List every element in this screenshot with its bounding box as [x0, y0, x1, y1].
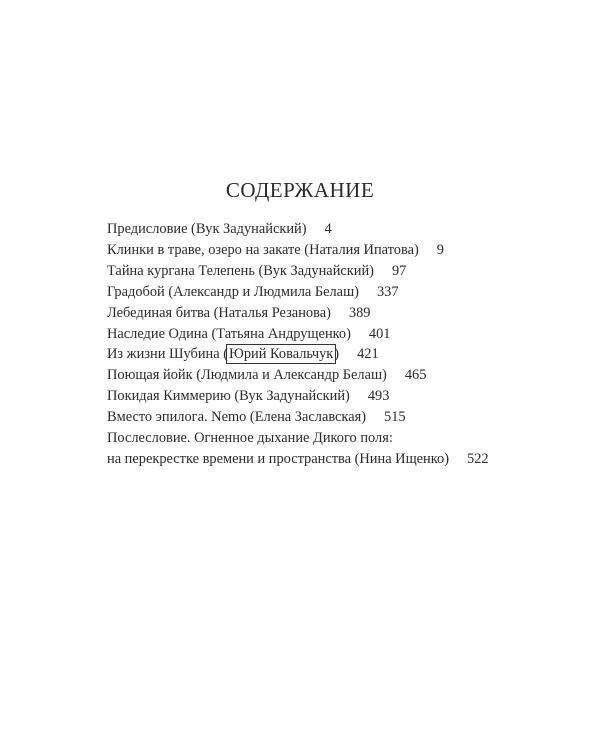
toc-entry-title: Лебединая битва (Наталья Резанова): [107, 304, 331, 321]
toc-entry-title-suffix: ): [334, 346, 340, 363]
toc-entry-page: 465: [404, 367, 427, 384]
toc-entry-title: Клинки в траве, озеро на закате (Наталия Ипатова): [107, 241, 419, 258]
toc-entry-title: Послесловие. Огненное дыхание Дикого поля:: [107, 430, 393, 447]
toc-entry-page: 9: [436, 241, 444, 258]
toc-entry: [107, 240, 547, 261]
toc-entry: [107, 386, 547, 407]
toc-entry-title: Предисловие (Вук Задунайский): [107, 221, 307, 237]
toc-entry-title: Вместо эпилога. Nemo (Елена Заславская): [107, 409, 366, 426]
toc-entry: [107, 324, 547, 345]
toc-entry-page: 522: [467, 450, 489, 467]
page-title: СОДЕРЖАНИЕ: [225, 178, 375, 202]
toc-entry: [107, 282, 547, 303]
toc-entry-title: Поющая йойк (Людмила и Александр Белаш): [107, 367, 387, 384]
toc-entry-title: Градобой (Александр и Людмила Белаш): [107, 283, 359, 300]
toc-entry-title: Тайна кургана Телепень (Вук Задунайский): [107, 262, 374, 279]
toc-entry-page: 493: [367, 388, 390, 405]
toc-entry-page: 97: [391, 262, 407, 279]
toc-entry-title: на перекрестке времени и пространства (Нина Ищенко): [107, 450, 449, 467]
toc-entry-page: 421: [357, 346, 379, 363]
toc-entry-highlighted: [107, 344, 547, 365]
toc-entry-line1: [107, 428, 547, 449]
toc-entry: [107, 261, 547, 282]
toc-entry-title: Покидая Киммерию (Вук Задунайский): [107, 388, 350, 405]
toc-entry: [107, 407, 547, 428]
table-of-contents: [107, 219, 547, 470]
toc-entry-page: 337: [376, 283, 399, 300]
highlighted-author[interactable]: Юрий Ковальчук: [229, 346, 334, 363]
toc-entry-page: 515: [384, 409, 406, 426]
toc-entry-line2: [107, 449, 547, 470]
toc-entry: [107, 303, 547, 324]
toc-entry-title-prefix: Из жизни Шубина (: [107, 346, 229, 363]
toc-entry: [107, 219, 547, 240]
toc-entry: [107, 365, 547, 386]
toc-entry-page: 4: [324, 221, 332, 237]
toc-entry-page: 401: [368, 325, 391, 342]
toc-entry-page: 389: [348, 304, 371, 321]
toc-entry-title: Наследие Одина (Татьяна Андрущенко): [107, 325, 351, 342]
